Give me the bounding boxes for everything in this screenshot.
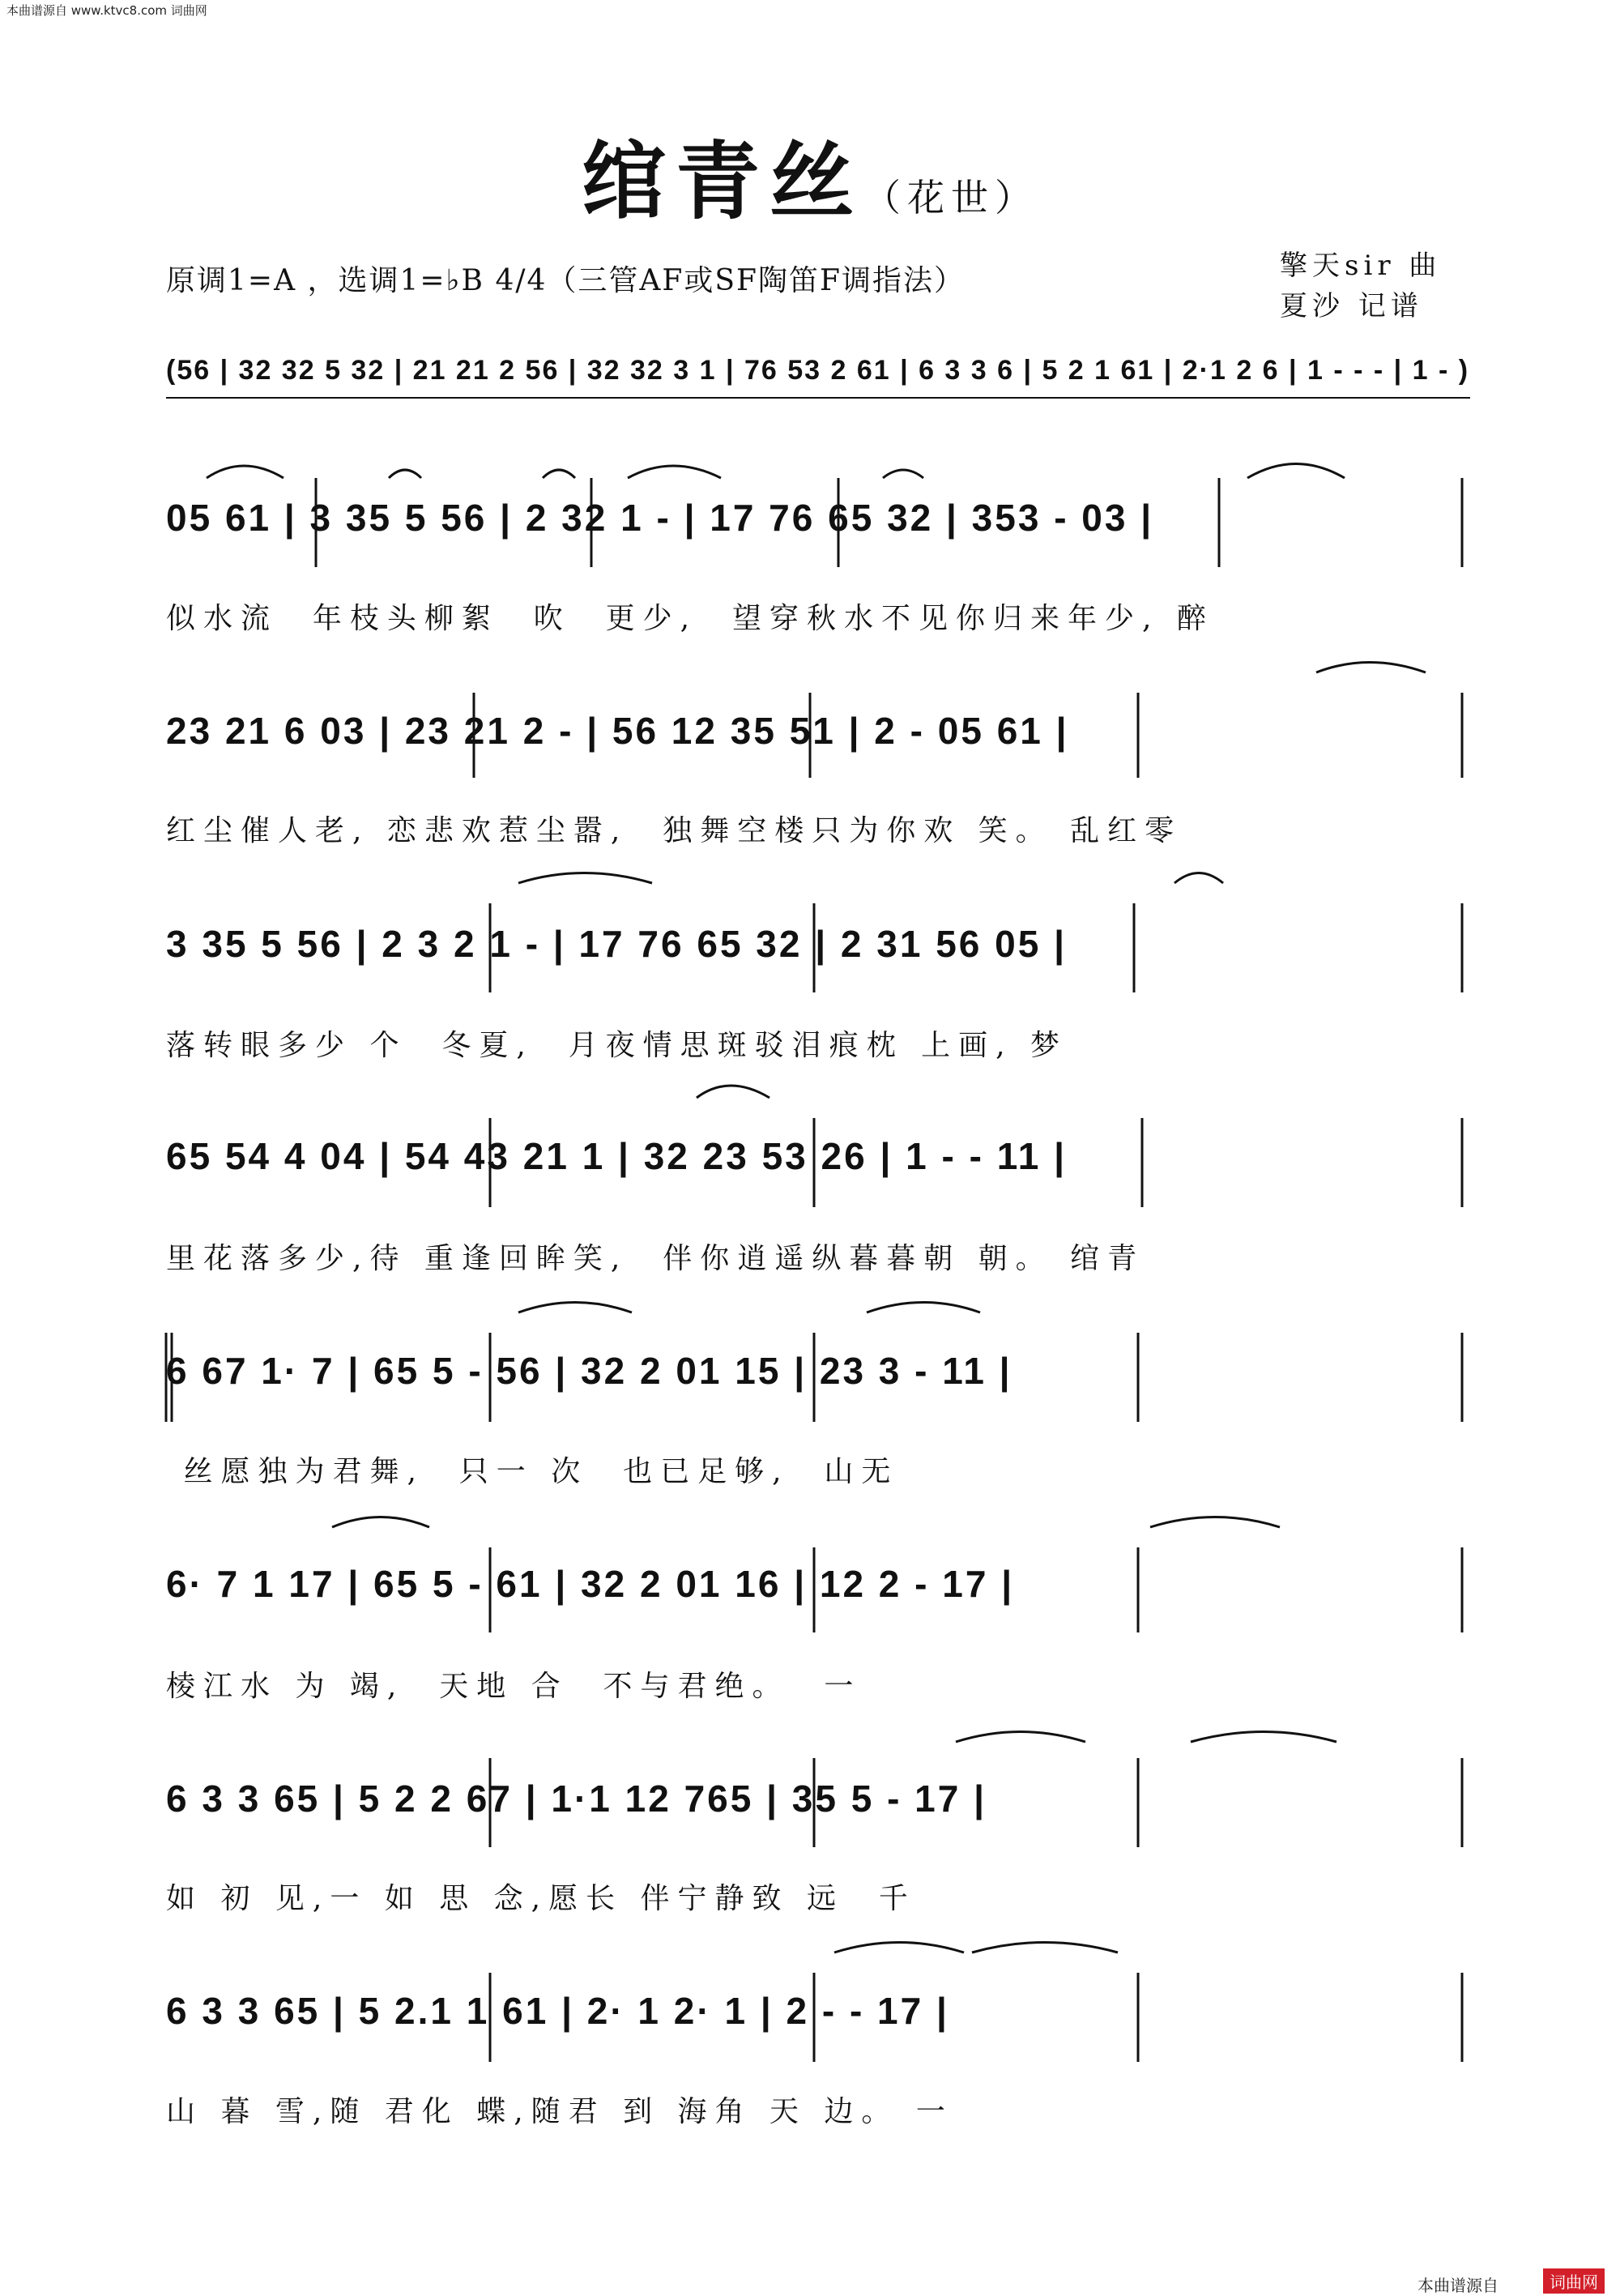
slur-arc — [972, 1943, 1118, 1953]
transcriber-credit: 夏沙 记谱 — [1280, 290, 1423, 322]
lyrics-line-8: 山 暮 雪,随 君化 蝶,随君 到 海角 天 边。 一 — [166, 2095, 953, 2128]
page-subtitle: （花世） — [863, 176, 1038, 220]
lyrics-line-7: 如 初 见,一 如 思 念,愿长 伴宁静致 远 千 — [166, 1882, 916, 1915]
slur-arc — [956, 1732, 1085, 1743]
notation-line-6: 6· 7 1 17 | 65 5 - 61 | 32 2 01 16 | 12 2 - 17 | — [166, 1563, 1015, 1605]
page-title: 绾青丝 — [581, 131, 863, 231]
slur-arc — [543, 470, 575, 478]
slur-arc — [1247, 464, 1345, 479]
intro-notation: (56 | 32 32 5 32 | 21 21 2 56 | 32 32 3 1 | 76 53 2 61 | 6 3 3 6 | 5 2 1 61 | 2·1 2 6 | 1 - - - | 1 - ) — [166, 355, 1470, 386]
site-watermark: 本曲谱源自 www.ktvc8.com 词曲网 — [6, 3, 207, 18]
slur-arc — [1174, 873, 1223, 884]
site-logo[interactable]: 词曲网 — [1543, 2268, 1605, 2294]
slur-arc — [834, 1943, 964, 1953]
slur-arc — [867, 1303, 980, 1313]
slur-arc — [332, 1517, 429, 1528]
lyrics-line-4: 里花落多少,待 重逢回眸笑, 伴你逍遥纵暮暮朝 朝。 绾青 — [166, 1242, 1145, 1275]
notation-line-5: 6 67 1· 7 | 65 5 - 56 | 32 2 01 15 | 23 3 - 11 | — [166, 1350, 1013, 1392]
notation-line-1: 05 61 | 3 35 5 56 | 2 32 1 - | 17 76 65 32 | 353 - 03 | — [166, 497, 1154, 539]
lyrics-line-3: 落转眼多少 个 冬夏, 月夜情思斑驳泪痕枕 上画, 梦 — [166, 1029, 1068, 1062]
slur-arc — [1191, 1732, 1336, 1743]
notation-line-7: 6 3 3 65 | 5 2 2 67 | 1·1 12 765 | 35 5 - 17 | — [166, 1777, 987, 1820]
key-signature-info: 原调1=A ，选调1=♭B 4/4（三管AF或SF陶笛F调指法） — [166, 264, 965, 297]
lyrics-line-2: 红尘催人老, 恋悲欢惹尘嚣, 独舞空楼只为你欢 笑。 乱红零 — [166, 814, 1183, 847]
notation-line-3: 3 35 5 56 | 2 3 2 1 - | 17 76 65 32 | 2 31 56 05 | — [166, 923, 1067, 965]
notation-line-2: 23 21 6 03 | 23 21 2 - | 56 12 35 51 | 2 - 05 61 | — [166, 710, 1069, 752]
slur-arc — [207, 466, 284, 478]
lyrics-line-6: 棱江水 为 竭, 天地 合 不与君绝。 一 — [166, 1670, 862, 1703]
slur-arc — [628, 466, 721, 478]
notation-line-4: 65 54 4 04 | 54 43 21 1 | 32 23 53 26 | 1 - - 11 | — [166, 1135, 1067, 1177]
lyrics-line-5: 丝愿独为君舞, 只一 次 也已足够, 山无 — [166, 1455, 899, 1488]
slur-arc — [697, 1086, 770, 1098]
slur-arc — [883, 470, 923, 478]
slur-arc — [518, 873, 652, 884]
source-footer-text: 本曲谱源自 — [1418, 2276, 1498, 2295]
lyrics-line-1: 似水流 年枝头柳絮 吹 更少, 望穿秋水不见你归来年少, 醉 — [166, 602, 1214, 635]
slur-arc — [389, 470, 421, 478]
slur-arc — [1316, 663, 1426, 673]
notation-line-8: 6 3 3 65 | 5 2.1 1 61 | 2· 1 2· 1 | 2 - - 17 | — [166, 1990, 949, 2032]
composer-credit: 擎天sir 曲 — [1280, 250, 1442, 282]
slur-arc — [518, 1303, 632, 1313]
slur-arc — [1150, 1517, 1280, 1528]
